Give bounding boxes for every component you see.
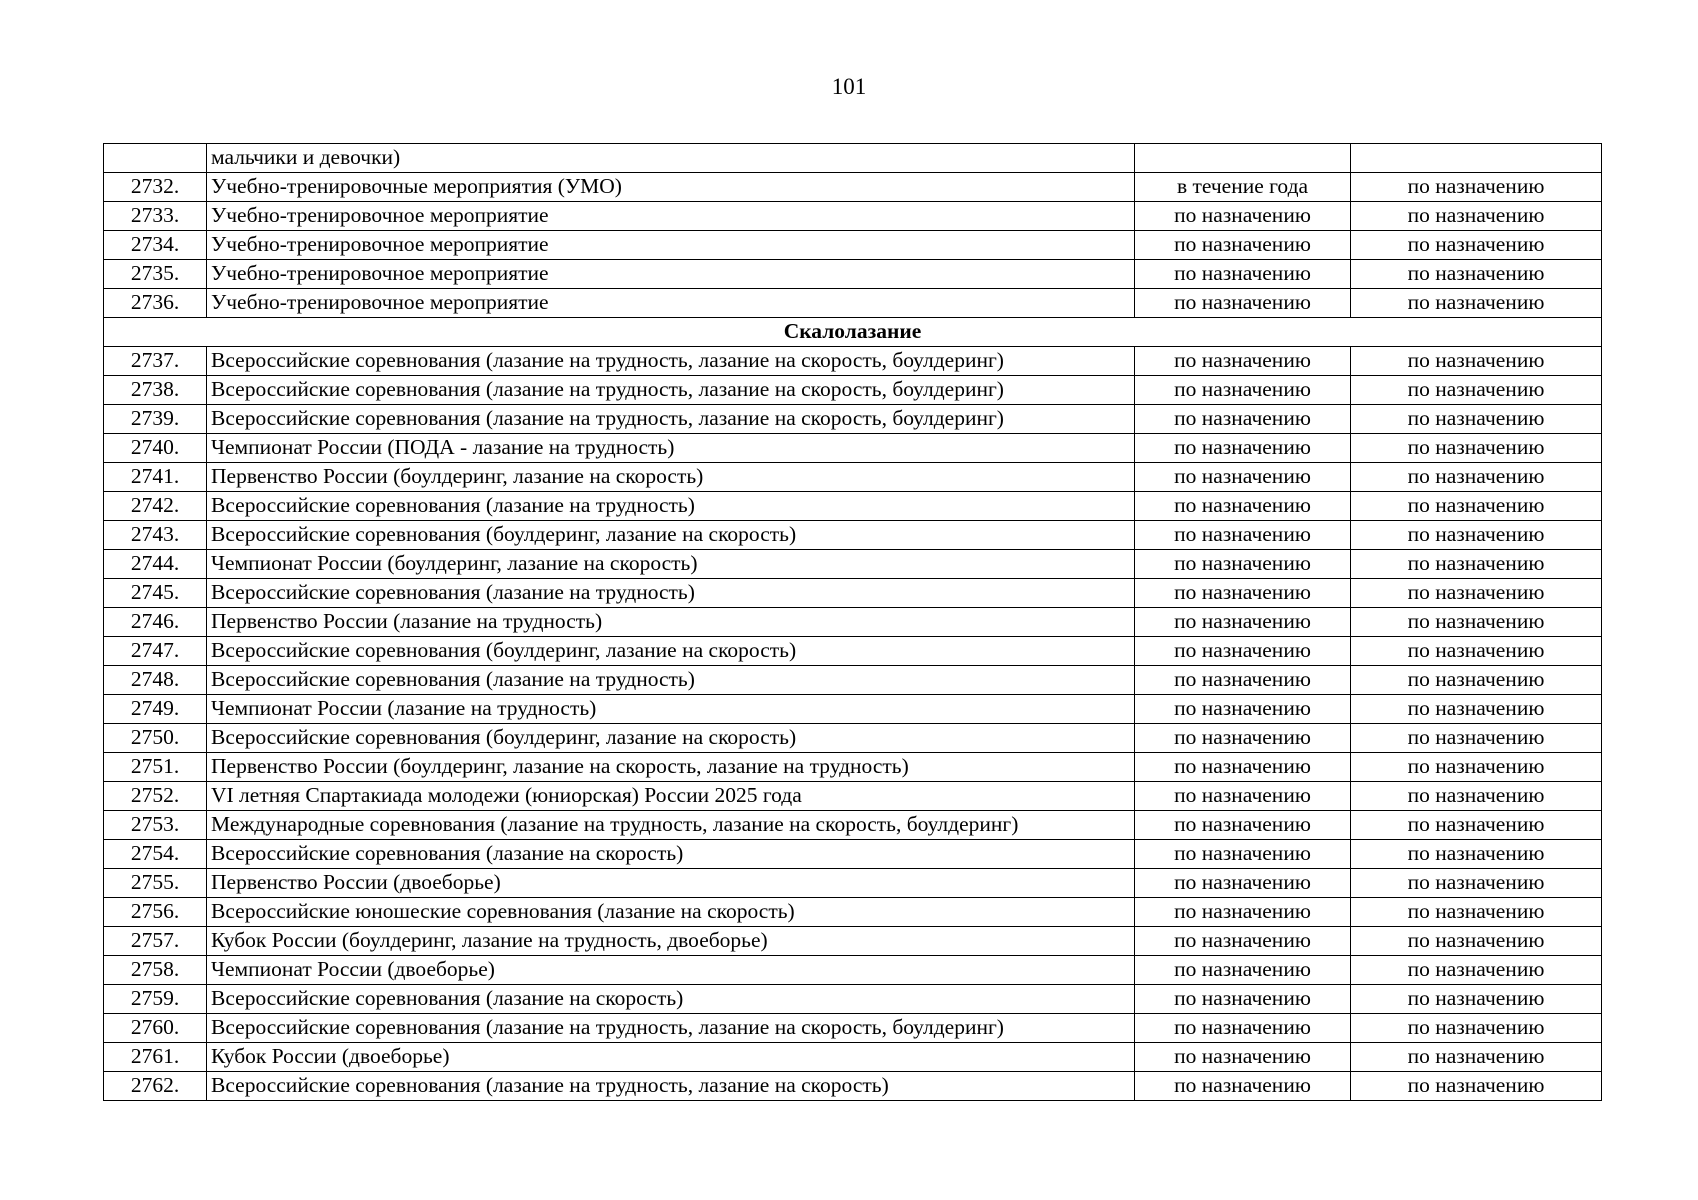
event-place-cell: по назначению bbox=[1351, 550, 1602, 579]
event-date-cell: по назначению bbox=[1135, 811, 1351, 840]
row-number-cell: 2753. bbox=[104, 811, 207, 840]
table-row bbox=[104, 202, 1602, 231]
table-row bbox=[104, 173, 1602, 202]
event-place-cell: по назначению bbox=[1351, 434, 1602, 463]
event-place-cell: по назначению bbox=[1351, 956, 1602, 985]
event-name-cell: Международные соревнования (лазание на трудность, лазание на скорость, боулдеринг) bbox=[207, 811, 1135, 840]
row-number-cell: 2747. bbox=[104, 637, 207, 666]
row-number-cell: 2733. bbox=[104, 202, 207, 231]
event-date-cell: по назначению bbox=[1135, 347, 1351, 376]
event-date-cell: по назначению bbox=[1135, 782, 1351, 811]
event-date-cell: по назначению bbox=[1135, 724, 1351, 753]
event-date-cell: по назначению bbox=[1135, 260, 1351, 289]
event-name-cell: Всероссийские соревнования (лазание на трудность, лазание на скорость, боулдеринг) bbox=[207, 347, 1135, 376]
row-number-cell: 2755. bbox=[104, 869, 207, 898]
event-place-cell: по назначению bbox=[1351, 695, 1602, 724]
row-number-cell: 2749. bbox=[104, 695, 207, 724]
row-number-cell: 2757. bbox=[104, 927, 207, 956]
event-place-cell: по назначению bbox=[1351, 289, 1602, 318]
event-date-cell: по назначению bbox=[1135, 376, 1351, 405]
event-place-cell: по назначению bbox=[1351, 347, 1602, 376]
table-row bbox=[104, 956, 1602, 985]
event-date-cell: по назначению bbox=[1135, 202, 1351, 231]
row-number-cell: 2752. bbox=[104, 782, 207, 811]
event-place-cell: по назначению bbox=[1351, 521, 1602, 550]
event-name-cell: Всероссийские соревнования (лазание на трудность) bbox=[207, 579, 1135, 608]
event-name-cell: Всероссийские соревнования (лазание на скорость) bbox=[207, 985, 1135, 1014]
row-number-cell: 2735. bbox=[104, 260, 207, 289]
event-place-cell: по назначению bbox=[1351, 869, 1602, 898]
event-name-cell: Всероссийские юношеские соревнования (лазание на скорость) bbox=[207, 898, 1135, 927]
table-row bbox=[104, 347, 1602, 376]
event-place-cell: по назначению bbox=[1351, 898, 1602, 927]
table-row bbox=[104, 927, 1602, 956]
row-number-cell: 2742. bbox=[104, 492, 207, 521]
table-row bbox=[104, 869, 1602, 898]
table-row bbox=[104, 376, 1602, 405]
event-name-cell: VI летняя Спартакиада молодежи (юниорская) России 2025 года bbox=[207, 782, 1135, 811]
event-place-cell: по назначению bbox=[1351, 231, 1602, 260]
event-date-cell: по назначению bbox=[1135, 1072, 1351, 1101]
table-row bbox=[104, 637, 1602, 666]
row-number-cell: 2754. bbox=[104, 840, 207, 869]
event-date-cell: по назначению bbox=[1135, 695, 1351, 724]
event-name-cell: Всероссийские соревнования (лазание на трудность, лазание на скорость, боулдеринг) bbox=[207, 405, 1135, 434]
table-row bbox=[104, 811, 1602, 840]
row-number-cell: 2732. bbox=[104, 173, 207, 202]
event-date-cell bbox=[1135, 144, 1351, 173]
event-place-cell: по назначению bbox=[1351, 666, 1602, 695]
event-name-cell: Всероссийские соревнования (лазание на скорость) bbox=[207, 840, 1135, 869]
event-date-cell: по назначению bbox=[1135, 521, 1351, 550]
event-date-cell: по назначению bbox=[1135, 956, 1351, 985]
event-name-cell: Чемпионат России (лазание на трудность) bbox=[207, 695, 1135, 724]
event-date-cell: по назначению bbox=[1135, 492, 1351, 521]
row-number-cell: 2746. bbox=[104, 608, 207, 637]
event-name-cell: Учебно-тренировочное мероприятие bbox=[207, 289, 1135, 318]
event-name-cell: Чемпионат России (двоеборье) bbox=[207, 956, 1135, 985]
event-place-cell: по назначению bbox=[1351, 724, 1602, 753]
table-row bbox=[104, 782, 1602, 811]
table-row bbox=[104, 550, 1602, 579]
event-date-cell: по назначению bbox=[1135, 666, 1351, 695]
table-row bbox=[104, 463, 1602, 492]
table-row bbox=[104, 608, 1602, 637]
event-date-cell: по назначению bbox=[1135, 579, 1351, 608]
event-name-cell: Чемпионат России (боулдеринг, лазание на скорость) bbox=[207, 550, 1135, 579]
event-date-cell: по назначению bbox=[1135, 637, 1351, 666]
event-name-cell: Первенство России (боулдеринг, лазание на скорость, лазание на трудность) bbox=[207, 753, 1135, 782]
event-date-cell: по назначению bbox=[1135, 753, 1351, 782]
table-row bbox=[104, 985, 1602, 1014]
event-name-cell: Учебно-тренировочное мероприятие bbox=[207, 202, 1135, 231]
table-row bbox=[104, 753, 1602, 782]
row-number-cell: 2745. bbox=[104, 579, 207, 608]
event-place-cell: по назначению bbox=[1351, 927, 1602, 956]
row-number-cell: 2738. bbox=[104, 376, 207, 405]
event-date-cell: по назначению bbox=[1135, 434, 1351, 463]
table-row bbox=[104, 434, 1602, 463]
event-date-cell: по назначению bbox=[1135, 898, 1351, 927]
event-name-cell: Всероссийские соревнования (лазание на трудность) bbox=[207, 666, 1135, 695]
event-place-cell: по назначению bbox=[1351, 463, 1602, 492]
event-name-cell: Всероссийские соревнования (боулдеринг, лазание на скорость) bbox=[207, 637, 1135, 666]
table-row bbox=[104, 666, 1602, 695]
event-date-cell: по назначению bbox=[1135, 463, 1351, 492]
row-number-cell: 2740. bbox=[104, 434, 207, 463]
event-name-cell: Кубок России (боулдеринг, лазание на трудность, двоеборье) bbox=[207, 927, 1135, 956]
table-row bbox=[104, 1072, 1602, 1101]
row-number-cell: 2758. bbox=[104, 956, 207, 985]
events-table bbox=[103, 143, 1602, 1101]
row-number-cell: 2751. bbox=[104, 753, 207, 782]
row-number-cell: 2739. bbox=[104, 405, 207, 434]
table-row bbox=[104, 695, 1602, 724]
table-row bbox=[104, 521, 1602, 550]
event-place-cell: по назначению bbox=[1351, 173, 1602, 202]
table-row bbox=[104, 724, 1602, 753]
event-date-cell: по назначению bbox=[1135, 608, 1351, 637]
event-name-cell: Первенство России (лазание на трудность) bbox=[207, 608, 1135, 637]
events-table-body bbox=[104, 144, 1602, 1101]
section-title: Скалолазание bbox=[104, 318, 1602, 347]
table-row bbox=[104, 231, 1602, 260]
event-date-cell: по назначению bbox=[1135, 550, 1351, 579]
event-place-cell: по назначению bbox=[1351, 608, 1602, 637]
event-place-cell: по назначению bbox=[1351, 1014, 1602, 1043]
event-name-cell: Кубок России (двоеборье) bbox=[207, 1043, 1135, 1072]
row-number-cell: 2748. bbox=[104, 666, 207, 695]
row-number-cell: 2760. bbox=[104, 1014, 207, 1043]
table-row bbox=[104, 1043, 1602, 1072]
event-name-cell: Учебно-тренировочные мероприятия (УМО) bbox=[207, 173, 1135, 202]
section-header-row bbox=[104, 318, 1602, 347]
row-number-cell: 2744. bbox=[104, 550, 207, 579]
event-place-cell: по назначению bbox=[1351, 985, 1602, 1014]
event-date-cell: по назначению bbox=[1135, 1043, 1351, 1072]
event-name-cell: Учебно-тренировочное мероприятие bbox=[207, 231, 1135, 260]
table-row bbox=[104, 898, 1602, 927]
table-row bbox=[104, 1014, 1602, 1043]
event-name-cell: Первенство России (боулдеринг, лазание на скорость) bbox=[207, 463, 1135, 492]
event-place-cell: по назначению bbox=[1351, 202, 1602, 231]
table-row bbox=[104, 840, 1602, 869]
row-number-cell: 2737. bbox=[104, 347, 207, 376]
row-number-cell: 2762. bbox=[104, 1072, 207, 1101]
event-place-cell: по назначению bbox=[1351, 782, 1602, 811]
event-place-cell: по назначению bbox=[1351, 405, 1602, 434]
row-number-cell: 2759. bbox=[104, 985, 207, 1014]
event-name-cell: Учебно-тренировочное мероприятие bbox=[207, 260, 1135, 289]
event-place-cell: по назначению bbox=[1351, 579, 1602, 608]
event-place-cell: по назначению bbox=[1351, 753, 1602, 782]
table-row bbox=[104, 579, 1602, 608]
event-place-cell: по назначению bbox=[1351, 260, 1602, 289]
row-number-cell: 2743. bbox=[104, 521, 207, 550]
row-number-cell: 2741. bbox=[104, 463, 207, 492]
event-name-cell: мальчики и девочки) bbox=[207, 144, 1135, 173]
event-date-cell: по назначению bbox=[1135, 405, 1351, 434]
row-number-cell: 2734. bbox=[104, 231, 207, 260]
event-date-cell: по назначению bbox=[1135, 927, 1351, 956]
event-date-cell: по назначению bbox=[1135, 985, 1351, 1014]
row-number-cell: 2761. bbox=[104, 1043, 207, 1072]
event-date-cell: по назначению bbox=[1135, 231, 1351, 260]
event-name-cell: Всероссийские соревнования (лазание на трудность) bbox=[207, 492, 1135, 521]
event-place-cell: по назначению bbox=[1351, 811, 1602, 840]
event-name-cell: Чемпионат России (ПОДА - лазание на трудность) bbox=[207, 434, 1135, 463]
event-name-cell: Всероссийские соревнования (боулдеринг, лазание на скорость) bbox=[207, 724, 1135, 753]
event-place-cell: по назначению bbox=[1351, 492, 1602, 521]
event-place-cell: по назначению bbox=[1351, 376, 1602, 405]
table-row-continuation bbox=[104, 144, 1602, 173]
row-number-cell bbox=[104, 144, 207, 173]
event-name-cell: Всероссийские соревнования (лазание на трудность, лазание на скорость, боулдеринг) bbox=[207, 376, 1135, 405]
event-name-cell: Всероссийские соревнования (боулдеринг, лазание на скорость) bbox=[207, 521, 1135, 550]
event-name-cell: Первенство России (двоеборье) bbox=[207, 869, 1135, 898]
event-date-cell: по назначению bbox=[1135, 289, 1351, 318]
table-row bbox=[104, 405, 1602, 434]
event-date-cell: по назначению bbox=[1135, 1014, 1351, 1043]
table-row bbox=[104, 260, 1602, 289]
table-row bbox=[104, 492, 1602, 521]
row-number-cell: 2756. bbox=[104, 898, 207, 927]
event-name-cell: Всероссийские соревнования (лазание на трудность, лазание на скорость) bbox=[207, 1072, 1135, 1101]
event-place-cell: по назначению bbox=[1351, 1072, 1602, 1101]
event-place-cell: по назначению bbox=[1351, 1043, 1602, 1072]
event-date-cell: в течение года bbox=[1135, 173, 1351, 202]
event-place-cell bbox=[1351, 144, 1602, 173]
event-date-cell: по назначению bbox=[1135, 840, 1351, 869]
event-name-cell: Всероссийские соревнования (лазание на трудность, лазание на скорость, боулдеринг) bbox=[207, 1014, 1135, 1043]
event-place-cell: по назначению bbox=[1351, 840, 1602, 869]
event-place-cell: по назначению bbox=[1351, 637, 1602, 666]
page-number: 101 bbox=[831, 74, 867, 99]
table-row bbox=[104, 289, 1602, 318]
event-date-cell: по назначению bbox=[1135, 869, 1351, 898]
row-number-cell: 2736. bbox=[104, 289, 207, 318]
row-number-cell: 2750. bbox=[104, 724, 207, 753]
